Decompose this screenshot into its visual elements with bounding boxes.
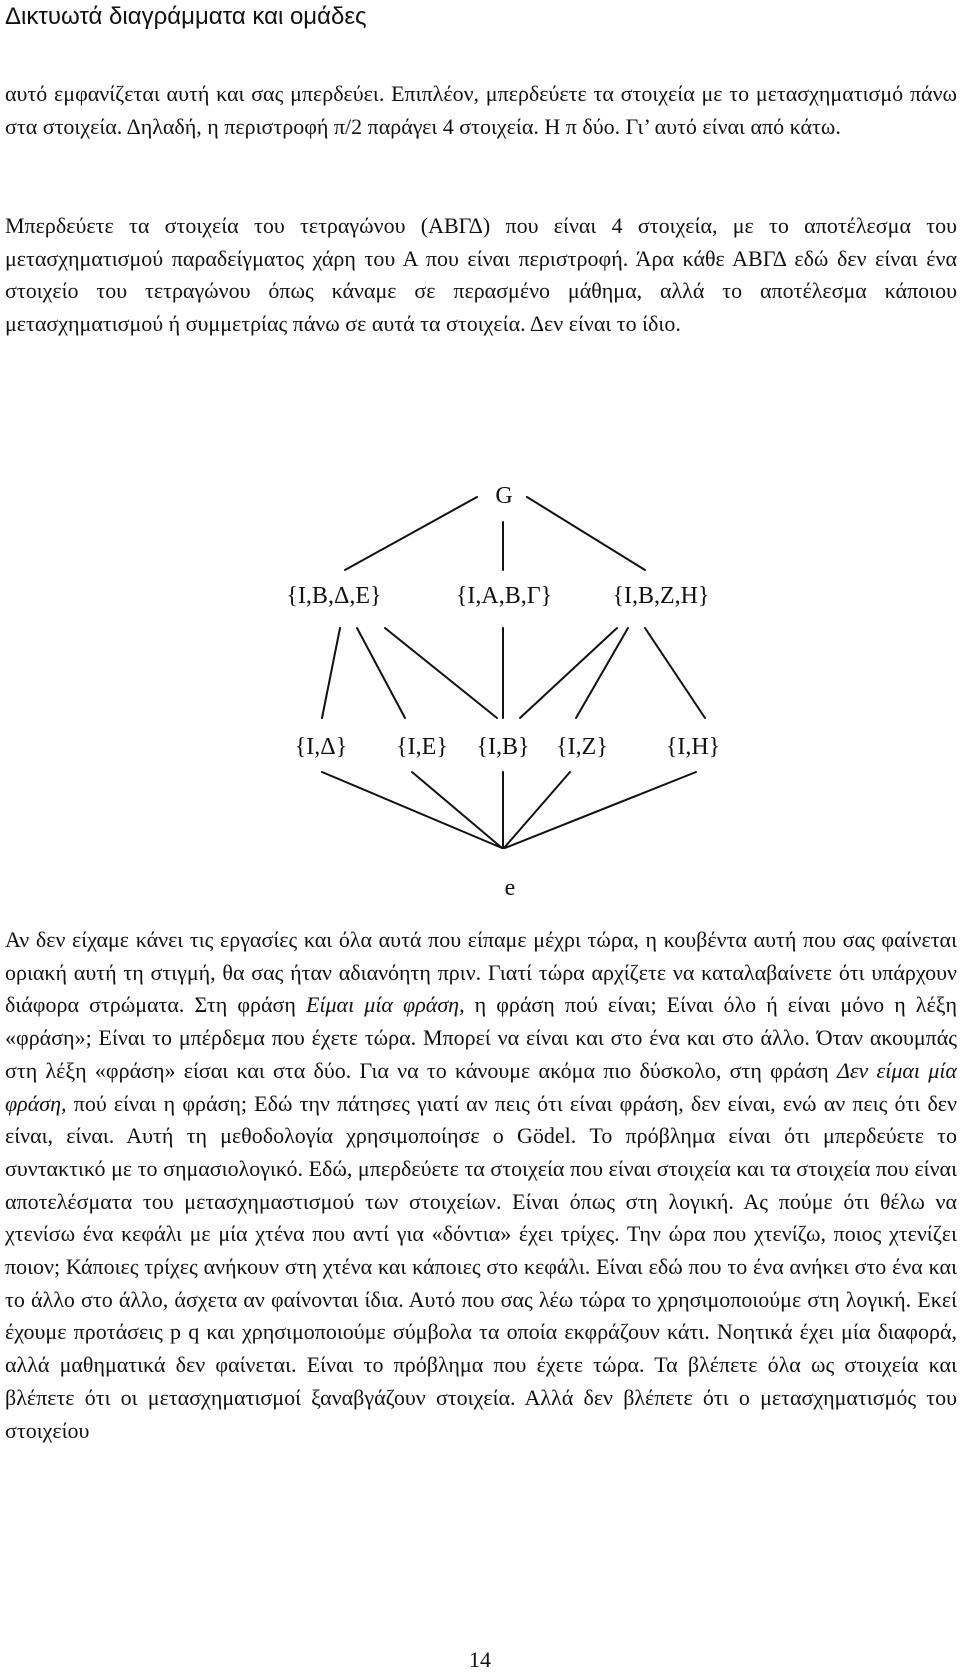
running-header: Δικτυωτά διαγράμματα και ομάδες — [5, 3, 367, 30]
edge-ibde-id — [322, 628, 340, 718]
edge-ibzh-ih — [645, 628, 705, 718]
paragraph-3-italic-phrase-1: Είμαι μία φράση, — [305, 992, 465, 1018]
page-number: 14 — [469, 1647, 491, 1672]
node-ib: {I,B} — [476, 734, 530, 760]
edge-g-ibzh — [527, 497, 645, 570]
edge-ih-e — [505, 772, 696, 848]
edge-g-ibde — [345, 497, 477, 570]
paragraph-1: αυτό εμφανίζεται αυτή και σας μπερδεύει. Επιπλέον, μπερδεύετε τα στοιχεία με το μετασχηματισμό πάνω στα στοιχεία. Δηλαδή, η περιστροφή π/2 παράγει 4 στοιχεία. Η π δύο. Γι’ αυτό είναι από κάτω. — [5, 81, 957, 139]
paragraph-3 — [5, 924, 957, 1447]
paragraph-3-text-1: Αν δεν είχαμε κάνει τις εργασίες και όλα αυτά που είπαμε μέχρι τώρα, η κουβέντα αυτή που σας φαίνεται οριακή αυτή τη στιγμή, θα σας ήταν αδιανόητη πριν. Γιατί τώρα αρχίζετε να καταλαβαίνετε ότι υπάρχουν διάφορα στρώματα. Στη φράση — [5, 927, 957, 1018]
node-g: G — [495, 483, 513, 509]
node-ibzh: {I,B,Z,H} — [612, 583, 710, 609]
node-iz: {I,Z} — [556, 734, 608, 760]
paragraph-2: Μπερδεύετε τα στοιχεία του τετραγώνου (ΑΒΓΔ) που είναι 4 στοιχεία, με το αποτέλεσμα του μετασχηματισμού παραδείγματος χάρη του Α που είναι περιστροφή. Άρα κάθε ΑΒΓΔ εδώ δεν είναι ένα στοιχείο του τετραγώνου όπως κάναμε σε περασμένο μάθημα, αλλά το αποτέλεσμα κάποιου μετασχηματισμού ή συμμετρίας πάνω σε αυτά τα στοιχεία. Δεν είναι το ίδιο. — [5, 213, 957, 336]
paragraph-3-text-3: πού είναι η φράση; Εδώ την πάτησες γιατί αν πεις ότι είναι φράση, δεν είναι, ενώ αν πεις ότι δεν είναι, είναι. Αυτή τη μεθοδολογία χρησιμοποίησε ο Gödel. Το πρόβλημα είναι ότι μπερδεύετε το συντακτικό με το σημασιολογικό. Εδώ, μπερδεύετε τα στοιχεία που είναι στοιχεία και τα στοιχεία που είναι αποτελέσματα του μετασχημαστισμού των στοιχείων. Είναι όπως στη λογική. Ας πούμε ότι θέλω να χτενίσω ένα κεφάλι με μία χτένα που αντί για «δόντια» έχει τρίχες. Την ώρα που χτενίζω, ποιος χτενίζει ποιον; Κάποιες τρίχες ανήκουν στη χτένα και κάποιες στο κεφάλι. Είναι εδώ που το ένα ανήκει στο ένα και το άλλο στο άλλο, άσχετα αν φαίνονται ίδια. Αυτό που σας λέω τώρα το χρησιμοποιούμε στη λογική. Εκεί έχουμε προτάσεις p q και χρησιμοποιούμε σύμβολα τα οποία εκφράζουν κάτι. Νοητικά έχει μία διαφορά, αλλά μαθηματικά δεν φαίνεται. Είναι το πρόβλημα που έχετε τώρα. Τα βλέπετε όλα ως στοιχεία και βλέπετε ότι οι μετασχηματισμοί ξαναβγάζουν στοιχεία. Αλλά δεν βλέπετε ότι ο μετασχηματισμός του στοιχείου — [5, 1090, 957, 1443]
node-ie: {I,E} — [396, 734, 448, 760]
node-iabg: {I,A,B,Γ} — [455, 583, 553, 609]
subgroup-lattice-diagram — [0, 460, 960, 910]
paragraph-3-text-2: η φράση πού είναι; Είναι όλο ή είναι μόνο η λέξη «φράση»; Είναι το μπέρδεμα που έχετε τώρα. Μπορεί να είναι και στο ένα και στο άλλο. Όταν ακουμπάς στη λέξη «φράση» είσαι και στα δύο. Για να το κάνουμε ακόμα πιο δύσκολο, στη φράση — [5, 992, 958, 1083]
node-id: {I,Δ} — [294, 734, 348, 760]
edge-ie-e — [412, 772, 502, 848]
node-ibde: {I,B,Δ,E} — [286, 583, 382, 609]
edge-iz-e — [504, 772, 570, 848]
edge-ibde-ie — [357, 628, 405, 718]
edge-ibde-ib — [385, 628, 497, 718]
edge-id-e — [322, 772, 502, 848]
node-e: e — [504, 875, 516, 901]
node-ih: {I,H} — [665, 734, 721, 760]
paragraph-3-italic-phrase-2: Δεν είμαι μία φράση, — [5, 1057, 957, 1116]
